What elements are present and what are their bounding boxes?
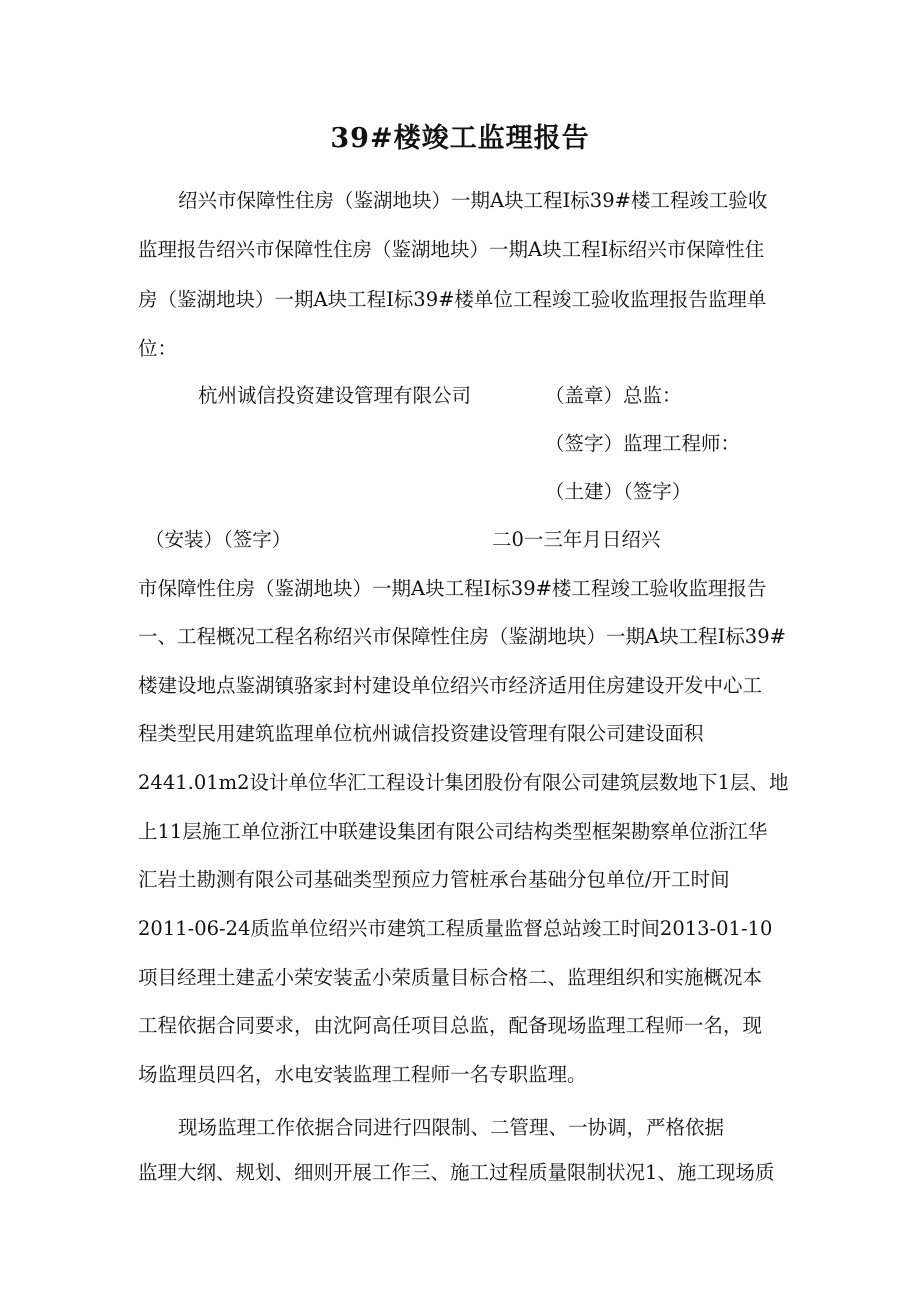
paragraph-line: 绍兴市保障性住房（鉴湖地块）一期A块工程I标39#楼工程竣工验收 bbox=[178, 189, 768, 212]
civil-signature-label: （土建）（签字） bbox=[545, 480, 692, 503]
paragraph-line: 现场监理工作依据合同进行四限制、二管理、一协调，严格依据 bbox=[178, 1116, 725, 1139]
paragraph-line: 楼建设地点鉴湖镇骆家封村建设单位绍兴市经济适用住房建设开发中心工 bbox=[138, 674, 763, 697]
paragraph-line: 监理大纲、规划、细则开展工作三、施工过程质量限制状况1、施工现场质 bbox=[138, 1161, 775, 1184]
paragraph-line: 市保障性住房（鉴湖地块）一期A块工程I标39#楼工程竣工验收监理报告 bbox=[138, 577, 767, 600]
paragraph-line: 场监理员四名，水电安装监理工程师一名专职监理。 bbox=[138, 1063, 587, 1086]
paragraph-line: 2011-06-24质监单位绍兴市建筑工程质量监督总站竣工时间2013-01-10 bbox=[138, 917, 773, 940]
paragraph-line: 汇岩土勘测有限公司基础类型预应力管桩承台基础分包单位/开工时间 bbox=[138, 868, 730, 891]
paragraph-line: 工程依据合同要求，由沈阿高任项目总监，配备现场监理工程师一名，现 bbox=[138, 1014, 763, 1037]
paragraph-line: 程类型民用建筑监理单位杭州诚信投资建设管理有限公司建设面积 bbox=[138, 722, 704, 745]
install-signature-label: （安装）（签字） bbox=[145, 528, 292, 551]
paragraph-line: 项目经理土建孟小荣安装孟小荣质量目标合格二、监理组织和实施概况本 bbox=[138, 966, 763, 989]
paragraph-line: 上11层施工单位浙江中联建设集团有限公司结构类型框架勘察单位浙江华 bbox=[138, 820, 768, 843]
page-title: 39#楼竣工监理报告 bbox=[330, 123, 590, 154]
signature-engineer-label: （签字）监理工程师： bbox=[545, 432, 741, 455]
paragraph-line: 房（鉴湖地块）一期A块工程I标39#楼单位工程竣工验收监理报告监理单 bbox=[138, 288, 767, 311]
paragraph-line: 位： bbox=[138, 337, 178, 360]
date-line: 二0一三年月日绍兴 bbox=[492, 528, 661, 551]
seal-chief-label: （盖章）总监： bbox=[545, 384, 682, 407]
paragraph-line: 一、工程概况工程名称绍兴市保障性住房（鉴湖地块）一期A块工程I标39# bbox=[138, 625, 786, 648]
paragraph-line: 2441.01m2设计单位华汇工程设计集团股份有限公司建筑层数地下1层、地 bbox=[138, 771, 789, 794]
supervision-company: 杭州诚信投资建设管理有限公司 bbox=[198, 384, 472, 407]
paragraph-line: 监理报告绍兴市保障性住房（鉴湖地块）一期A块工程I标绍兴市保障性住 bbox=[138, 238, 765, 261]
